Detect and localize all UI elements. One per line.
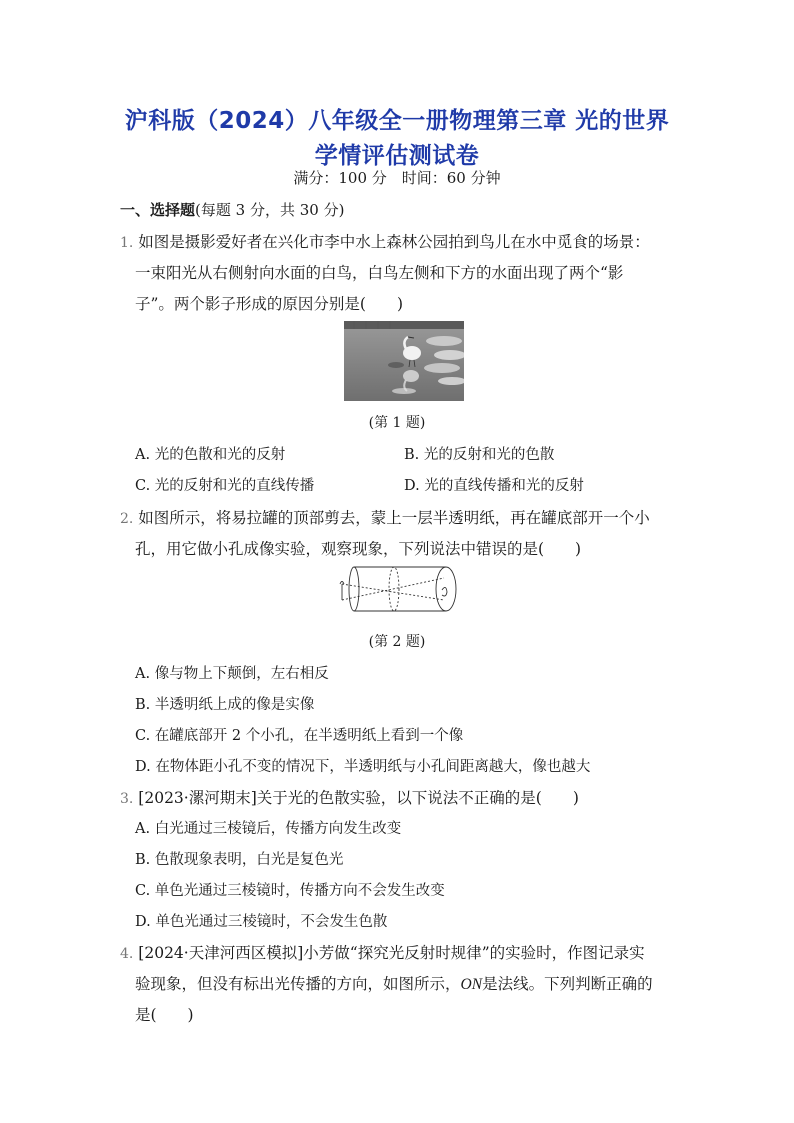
pinhole-camera-diagram	[334, 562, 470, 616]
section-note: (每题 3 分，共 30 分)	[195, 201, 345, 219]
question-number: 4.	[120, 946, 134, 962]
normal-line-label: ON	[460, 976, 483, 993]
option-b[interactable]: B. 色散现象表明，白光是复色光	[135, 852, 344, 868]
option-d[interactable]: D. 在物体距小孔不变的情况下，半透明纸与小孔间距离越大，像也越大	[135, 759, 591, 775]
option-b[interactable]: B. 光的反射和光的色散	[404, 447, 555, 463]
question-3	[120, 786, 579, 808]
question-text-part: 是法线。下列判断正确的	[482, 975, 653, 993]
figure-caption: (第 1 题)	[368, 415, 426, 431]
exam-title-line2: 学情评估测试卷	[314, 143, 480, 169]
option-c[interactable]: C. 单色光通过三棱镜时，传播方向不会发生改变	[135, 883, 445, 899]
question-number: 3.	[120, 791, 134, 807]
question-number: 1.	[120, 235, 134, 251]
section-title: 一、选择题	[120, 201, 196, 219]
option-c[interactable]: C. 在罐底部开 2 个小孔，在半透明纸上看到一个像	[135, 728, 464, 744]
question-text: [2023·漯河期末]关于光的色散实验，以下说法不正确的是( )	[138, 789, 579, 807]
option-c[interactable]: C. 光的反射和光的直线传播	[135, 478, 315, 494]
question-1	[120, 230, 650, 252]
section-heading	[120, 199, 344, 220]
question-text: [2024·天津河西区模拟]小芳做“探究光反射时规律”的实验时，作图记录实	[138, 944, 645, 962]
question-text: 孔，用它做小孔成像实验，观察现象，下列说法中错误的是( )	[135, 540, 582, 558]
question-text: 一束阳光从右侧射向水面的白鸟，白鸟左侧和下方的水面出现了两个“影	[135, 264, 624, 282]
question-4	[120, 941, 645, 963]
question-2	[120, 506, 650, 528]
bird-photo	[344, 321, 464, 401]
option-a[interactable]: A. 白光通过三棱镜后，传播方向发生改变	[135, 821, 402, 837]
question-text: 如图所示，将易拉罐的顶部剪去，蒙上一层半透明纸，再在罐底部开一个小	[138, 509, 650, 527]
exam-title: 沪科版（2024）八年级全一册物理第三章 光的世界	[124, 108, 670, 134]
figure-caption: (第 2 题)	[368, 634, 426, 650]
question-text	[135, 972, 653, 994]
option-d[interactable]: D. 光的直线传播和光的反射	[404, 478, 584, 494]
option-a[interactable]: A. 像与物上下颠倒，左右相反	[135, 666, 329, 682]
question-text: 如图是摄影爱好者在兴化市李中水上森林公园拍到鸟儿在水中觅食的场景：	[138, 233, 650, 251]
option-d[interactable]: D. 单色光通过三棱镜时，不会发生色散	[135, 914, 388, 930]
question-text: 是( )	[135, 1006, 194, 1024]
option-a[interactable]: A. 光的色散和光的反射	[135, 447, 286, 463]
question-text: 子”。两个影子形成的原因分别是( )	[135, 295, 404, 313]
question-text-part: 验现象，但没有标出光传播的方向，如图所示，	[135, 975, 461, 993]
option-b[interactable]: B. 半透明纸上成的像是实像	[135, 697, 315, 713]
question-number: 2.	[120, 511, 134, 527]
score-time-info: 满分：100 分 时间：60 分钟	[293, 169, 501, 187]
